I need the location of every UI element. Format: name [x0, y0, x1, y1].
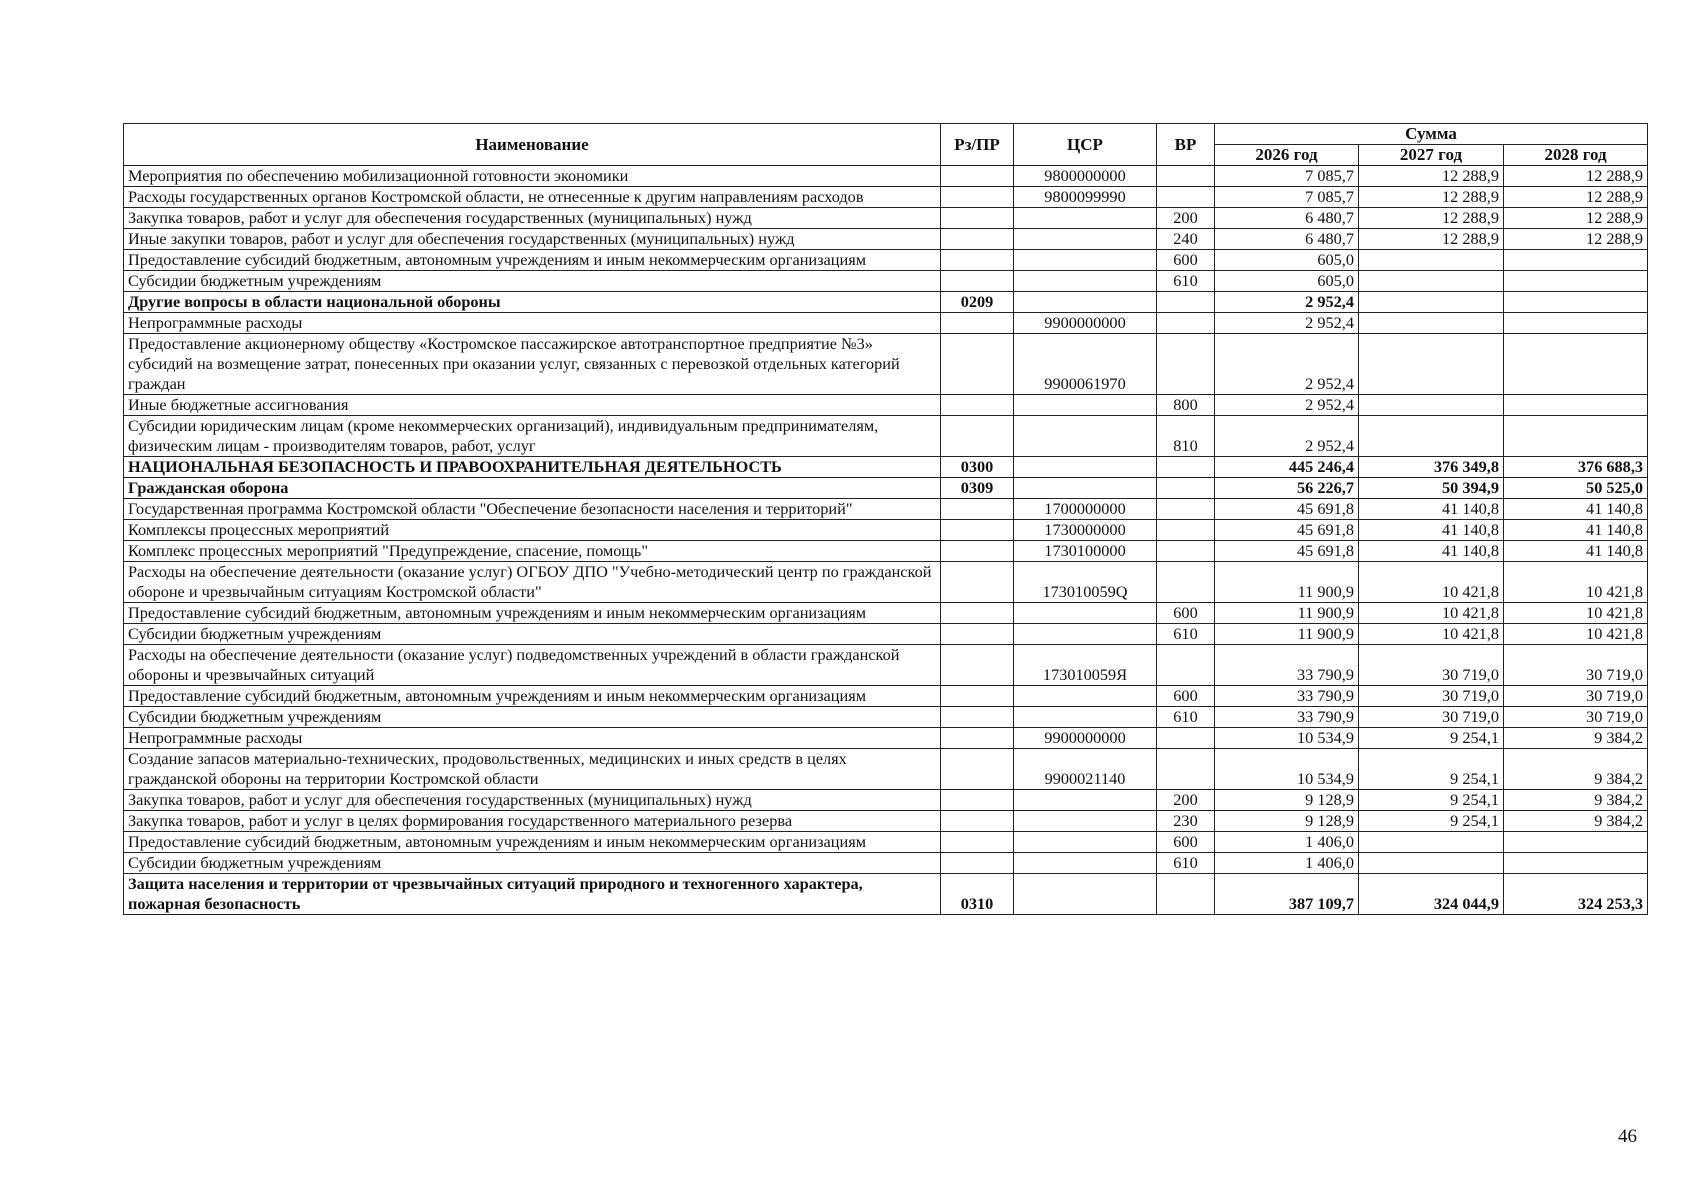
cell-rzpr	[941, 603, 1014, 624]
cell-2026: 33 790,9	[1215, 645, 1359, 686]
cell-2027	[1359, 271, 1504, 292]
cell-rzpr	[941, 832, 1014, 853]
table-row	[124, 250, 1648, 271]
table-row	[124, 541, 1648, 562]
cell-2028	[1504, 853, 1648, 874]
cell-name: Иные бюджетные ассигнования	[124, 395, 941, 416]
cell-name: Государственная программа Костромской области "Обеспечение безопасности населения и территорий"	[124, 499, 941, 520]
cell-rzpr	[941, 208, 1014, 229]
header-year-2027: 2027 год	[1359, 145, 1504, 166]
cell-2026: 2 952,4	[1215, 416, 1359, 457]
cell-name: Предоставление субсидий бюджетным, автономным учреждениям и иным некоммерческим организациям	[124, 250, 941, 271]
cell-csr	[1014, 478, 1157, 499]
cell-2026: 7 085,7	[1215, 187, 1359, 208]
cell-2026: 2 952,4	[1215, 292, 1359, 313]
budget-table	[123, 123, 1648, 915]
cell-name: Иные закупки товаров, работ и услуг для обеспечения государственных (муниципальных) нужд	[124, 229, 941, 250]
cell-vr: 800	[1157, 395, 1215, 416]
cell-2027: 12 288,9	[1359, 187, 1504, 208]
table-row	[124, 749, 1648, 790]
page-number: 46	[1618, 1126, 1637, 1147]
cell-2026: 9 128,9	[1215, 811, 1359, 832]
cell-vr: 610	[1157, 853, 1215, 874]
cell-rzpr	[941, 749, 1014, 790]
table-row	[124, 624, 1648, 645]
cell-2027: 9 254,1	[1359, 811, 1504, 832]
table-row	[124, 603, 1648, 624]
cell-2028: 12 288,9	[1504, 229, 1648, 250]
cell-csr	[1014, 707, 1157, 728]
cell-name: Создание запасов материально-технических, продовольственных, медицинских и иных средств в целях гражданской обороны на территории Костромской области	[124, 749, 941, 790]
cell-vr	[1157, 728, 1215, 749]
cell-rzpr	[941, 728, 1014, 749]
cell-2026: 11 900,9	[1215, 624, 1359, 645]
table-row	[124, 478, 1648, 499]
cell-rzpr	[941, 520, 1014, 541]
cell-csr	[1014, 208, 1157, 229]
cell-csr	[1014, 686, 1157, 707]
cell-vr	[1157, 874, 1215, 915]
cell-name: Закупка товаров, работ и услуг для обеспечения государственных (муниципальных) нужд	[124, 790, 941, 811]
cell-csr	[1014, 832, 1157, 853]
cell-2026: 45 691,8	[1215, 520, 1359, 541]
cell-2026: 2 952,4	[1215, 334, 1359, 395]
cell-2027: 30 719,0	[1359, 707, 1504, 728]
cell-2026: 605,0	[1215, 250, 1359, 271]
cell-rzpr: 0310	[941, 874, 1014, 915]
cell-name: Мероприятия по обеспечению мобилизационной готовности экономики	[124, 166, 941, 187]
cell-name: Комплекс процессных мероприятий "Предупреждение, спасение, помощь"	[124, 541, 941, 562]
cell-2026: 445 246,4	[1215, 457, 1359, 478]
cell-name: Закупка товаров, работ и услуг в целях формирования государственного материального резерва	[124, 811, 941, 832]
cell-rzpr	[941, 686, 1014, 707]
cell-2026: 56 226,7	[1215, 478, 1359, 499]
cell-name: Закупка товаров, работ и услуг для обеспечения государственных (муниципальных) нужд	[124, 208, 941, 229]
cell-rzpr	[941, 562, 1014, 603]
cell-2027: 9 254,1	[1359, 790, 1504, 811]
cell-2028: 41 140,8	[1504, 499, 1648, 520]
cell-2028	[1504, 334, 1648, 395]
cell-csr	[1014, 250, 1157, 271]
cell-rzpr	[941, 624, 1014, 645]
cell-csr: 9900000000	[1014, 728, 1157, 749]
cell-2026: 7 085,7	[1215, 166, 1359, 187]
cell-rzpr	[941, 166, 1014, 187]
cell-csr: 9900021140	[1014, 749, 1157, 790]
cell-2026: 33 790,9	[1215, 686, 1359, 707]
cell-vr	[1157, 499, 1215, 520]
cell-2027: 10 421,8	[1359, 603, 1504, 624]
cell-2026: 1 406,0	[1215, 832, 1359, 853]
table-row	[124, 853, 1648, 874]
table-row	[124, 208, 1648, 229]
cell-2027: 41 140,8	[1359, 520, 1504, 541]
cell-vr	[1157, 292, 1215, 313]
cell-2028	[1504, 292, 1648, 313]
cell-2027: 9 254,1	[1359, 728, 1504, 749]
cell-2026: 45 691,8	[1215, 541, 1359, 562]
cell-csr	[1014, 603, 1157, 624]
cell-rzpr	[941, 499, 1014, 520]
cell-csr: 1730000000	[1014, 520, 1157, 541]
cell-csr: 173010059Q	[1014, 562, 1157, 603]
cell-vr	[1157, 541, 1215, 562]
table-row	[124, 520, 1648, 541]
cell-2027	[1359, 832, 1504, 853]
cell-vr: 600	[1157, 250, 1215, 271]
cell-rzpr	[941, 645, 1014, 686]
cell-name: Непрограммные расходы	[124, 728, 941, 749]
cell-csr	[1014, 853, 1157, 874]
cell-2028: 41 140,8	[1504, 520, 1648, 541]
cell-2027: 30 719,0	[1359, 686, 1504, 707]
cell-name: Предоставление субсидий бюджетным, автономным учреждениям и иным некоммерческим организациям	[124, 603, 941, 624]
table-row	[124, 499, 1648, 520]
cell-2028: 9 384,2	[1504, 728, 1648, 749]
cell-name: Предоставление субсидий бюджетным, автономным учреждениям и иным некоммерческим организациям	[124, 832, 941, 853]
cell-csr: 9900061970	[1014, 334, 1157, 395]
cell-2028: 41 140,8	[1504, 541, 1648, 562]
cell-csr	[1014, 874, 1157, 915]
cell-vr: 600	[1157, 686, 1215, 707]
cell-2027	[1359, 853, 1504, 874]
cell-rzpr	[941, 853, 1014, 874]
cell-rzpr: 0300	[941, 457, 1014, 478]
cell-2028: 9 384,2	[1504, 749, 1648, 790]
cell-2026: 6 480,7	[1215, 208, 1359, 229]
table-row	[124, 187, 1648, 208]
cell-2028: 30 719,0	[1504, 686, 1648, 707]
cell-csr	[1014, 271, 1157, 292]
cell-2027: 12 288,9	[1359, 166, 1504, 187]
table-row	[124, 686, 1648, 707]
cell-rzpr: 0209	[941, 292, 1014, 313]
cell-2028: 12 288,9	[1504, 166, 1648, 187]
cell-vr: 610	[1157, 624, 1215, 645]
cell-rzpr	[941, 790, 1014, 811]
cell-name: Субсидии бюджетным учреждениям	[124, 271, 941, 292]
cell-csr: 1730100000	[1014, 541, 1157, 562]
cell-csr	[1014, 395, 1157, 416]
cell-csr: 9800099990	[1014, 187, 1157, 208]
cell-2027	[1359, 313, 1504, 334]
cell-2028: 30 719,0	[1504, 645, 1648, 686]
header-rzpr: Рз/ПР	[941, 124, 1014, 166]
cell-vr	[1157, 520, 1215, 541]
cell-2027	[1359, 250, 1504, 271]
cell-vr	[1157, 187, 1215, 208]
header-year-2028: 2028 год	[1504, 145, 1648, 166]
cell-name: Другие вопросы в области национальной обороны	[124, 292, 941, 313]
cell-csr	[1014, 416, 1157, 457]
cell-2026: 605,0	[1215, 271, 1359, 292]
cell-csr: 173010059Я	[1014, 645, 1157, 686]
cell-name: Субсидии бюджетным учреждениям	[124, 853, 941, 874]
cell-csr	[1014, 292, 1157, 313]
header-year-2026: 2026 год	[1215, 145, 1359, 166]
cell-vr	[1157, 749, 1215, 790]
cell-csr	[1014, 790, 1157, 811]
header-csr: ЦСР	[1014, 124, 1157, 166]
cell-rzpr	[941, 707, 1014, 728]
cell-2026: 33 790,9	[1215, 707, 1359, 728]
cell-2027: 41 140,8	[1359, 499, 1504, 520]
cell-2028: 12 288,9	[1504, 187, 1648, 208]
table-row	[124, 416, 1648, 457]
cell-2027: 10 421,8	[1359, 624, 1504, 645]
cell-vr: 610	[1157, 271, 1215, 292]
cell-name: Предоставление акционерному обществу «Костромское пассажирское автотранспортное предприятие №3» субсидий на возмещение затрат, понесенных при оказании услуг, связанных с перевозкой отдельных категорий граждан	[124, 334, 941, 395]
table-row	[124, 790, 1648, 811]
cell-name: Гражданская оборона	[124, 478, 941, 499]
cell-name: Субсидии юридическим лицам (кроме некоммерческих организаций), индивидуальным предпринимателям, физическим лицам - производителям товаров, работ, услуг	[124, 416, 941, 457]
cell-vr: 810	[1157, 416, 1215, 457]
cell-2028: 10 421,8	[1504, 562, 1648, 603]
cell-2026: 2 952,4	[1215, 395, 1359, 416]
cell-2028	[1504, 250, 1648, 271]
cell-2027	[1359, 395, 1504, 416]
cell-2026: 11 900,9	[1215, 562, 1359, 603]
cell-2028	[1504, 832, 1648, 853]
cell-name: Защита населения и территории от чрезвычайных ситуаций природного и техногенного характера, пожарная безопасность	[124, 874, 941, 915]
table-row	[124, 457, 1648, 478]
table-row	[124, 645, 1648, 686]
cell-csr: 1700000000	[1014, 499, 1157, 520]
cell-2026: 10 534,9	[1215, 749, 1359, 790]
cell-2028: 9 384,2	[1504, 811, 1648, 832]
cell-2028: 324 253,3	[1504, 874, 1648, 915]
cell-2027: 9 254,1	[1359, 749, 1504, 790]
cell-name: Расходы на обеспечение деятельности (оказание услуг) ОГБОУ ДПО "Учебно-методический центр по гражданской обороне и чрезвычайным ситуациям Костромской области"	[124, 562, 941, 603]
cell-2026: 9 128,9	[1215, 790, 1359, 811]
table-row	[124, 707, 1648, 728]
cell-2027: 30 719,0	[1359, 645, 1504, 686]
cell-2028: 12 288,9	[1504, 208, 1648, 229]
cell-name: Непрограммные расходы	[124, 313, 941, 334]
cell-rzpr: 0309	[941, 478, 1014, 499]
cell-name: Предоставление субсидий бюджетным, автономным учреждениям и иным некоммерческим организациям	[124, 686, 941, 707]
cell-csr	[1014, 229, 1157, 250]
cell-rzpr	[941, 334, 1014, 395]
header-name: Наименование	[124, 124, 941, 166]
cell-2026: 45 691,8	[1215, 499, 1359, 520]
cell-vr	[1157, 166, 1215, 187]
header-sum: Сумма	[1215, 124, 1648, 145]
cell-rzpr	[941, 313, 1014, 334]
cell-rzpr	[941, 395, 1014, 416]
cell-rzpr	[941, 271, 1014, 292]
cell-2027: 376 349,8	[1359, 457, 1504, 478]
table-row	[124, 313, 1648, 334]
cell-csr	[1014, 624, 1157, 645]
cell-rzpr	[941, 541, 1014, 562]
table-row	[124, 271, 1648, 292]
cell-2027: 41 140,8	[1359, 541, 1504, 562]
cell-rzpr	[941, 416, 1014, 457]
cell-2028: 9 384,2	[1504, 790, 1648, 811]
table-row	[124, 229, 1648, 250]
cell-2026: 387 109,7	[1215, 874, 1359, 915]
table-row	[124, 874, 1648, 915]
cell-2028: 10 421,8	[1504, 603, 1648, 624]
cell-2026: 2 952,4	[1215, 313, 1359, 334]
cell-name: НАЦИОНАЛЬНАЯ БЕЗОПАСНОСТЬ И ПРАВООХРАНИТЕЛЬНАЯ ДЕЯТЕЛЬНОСТЬ	[124, 457, 941, 478]
cell-2028: 50 525,0	[1504, 478, 1648, 499]
cell-2027: 50 394,9	[1359, 478, 1504, 499]
cell-csr: 9900000000	[1014, 313, 1157, 334]
table-row	[124, 562, 1648, 603]
cell-name: Субсидии бюджетным учреждениям	[124, 707, 941, 728]
cell-2027: 10 421,8	[1359, 562, 1504, 603]
cell-2027: 324 044,9	[1359, 874, 1504, 915]
table-row	[124, 832, 1648, 853]
cell-name: Субсидии бюджетным учреждениям	[124, 624, 941, 645]
table-row	[124, 395, 1648, 416]
table-row	[124, 811, 1648, 832]
cell-2028	[1504, 395, 1648, 416]
table-row	[124, 728, 1648, 749]
cell-vr: 240	[1157, 229, 1215, 250]
cell-2028: 376 688,3	[1504, 457, 1648, 478]
header-vr: ВР	[1157, 124, 1215, 166]
cell-name: Расходы государственных органов Костромской области, не отнесенные к другим направлениям расходов	[124, 187, 941, 208]
cell-2026: 1 406,0	[1215, 853, 1359, 874]
cell-vr	[1157, 457, 1215, 478]
table-row	[124, 292, 1648, 313]
cell-2028	[1504, 271, 1648, 292]
header-row-1	[124, 124, 1648, 145]
table-body	[124, 166, 1648, 915]
cell-rzpr	[941, 811, 1014, 832]
cell-csr	[1014, 811, 1157, 832]
cell-2026: 10 534,9	[1215, 728, 1359, 749]
cell-vr: 200	[1157, 208, 1215, 229]
cell-vr: 610	[1157, 707, 1215, 728]
cell-2027	[1359, 416, 1504, 457]
cell-csr: 9800000000	[1014, 166, 1157, 187]
cell-2028	[1504, 313, 1648, 334]
cell-rzpr	[941, 187, 1014, 208]
cell-name: Комплексы процессных мероприятий	[124, 520, 941, 541]
table-row	[124, 334, 1648, 395]
cell-vr: 600	[1157, 603, 1215, 624]
cell-vr	[1157, 562, 1215, 603]
cell-vr	[1157, 478, 1215, 499]
cell-vr: 230	[1157, 811, 1215, 832]
cell-2026: 11 900,9	[1215, 603, 1359, 624]
cell-vr: 200	[1157, 790, 1215, 811]
cell-rzpr	[941, 250, 1014, 271]
cell-2027	[1359, 292, 1504, 313]
cell-2027	[1359, 334, 1504, 395]
cell-2028: 10 421,8	[1504, 624, 1648, 645]
table-row	[124, 166, 1648, 187]
cell-2026: 6 480,7	[1215, 229, 1359, 250]
cell-2027: 12 288,9	[1359, 229, 1504, 250]
cell-vr: 600	[1157, 832, 1215, 853]
cell-vr	[1157, 313, 1215, 334]
cell-rzpr	[941, 229, 1014, 250]
cell-2028: 30 719,0	[1504, 707, 1648, 728]
cell-2028	[1504, 416, 1648, 457]
cell-2027: 12 288,9	[1359, 208, 1504, 229]
cell-vr	[1157, 645, 1215, 686]
cell-vr	[1157, 334, 1215, 395]
cell-csr	[1014, 457, 1157, 478]
cell-name: Расходы на обеспечение деятельности (оказание услуг) подведомственных учреждений в области гражданской обороны и чрезвычайных ситуаций	[124, 645, 941, 686]
